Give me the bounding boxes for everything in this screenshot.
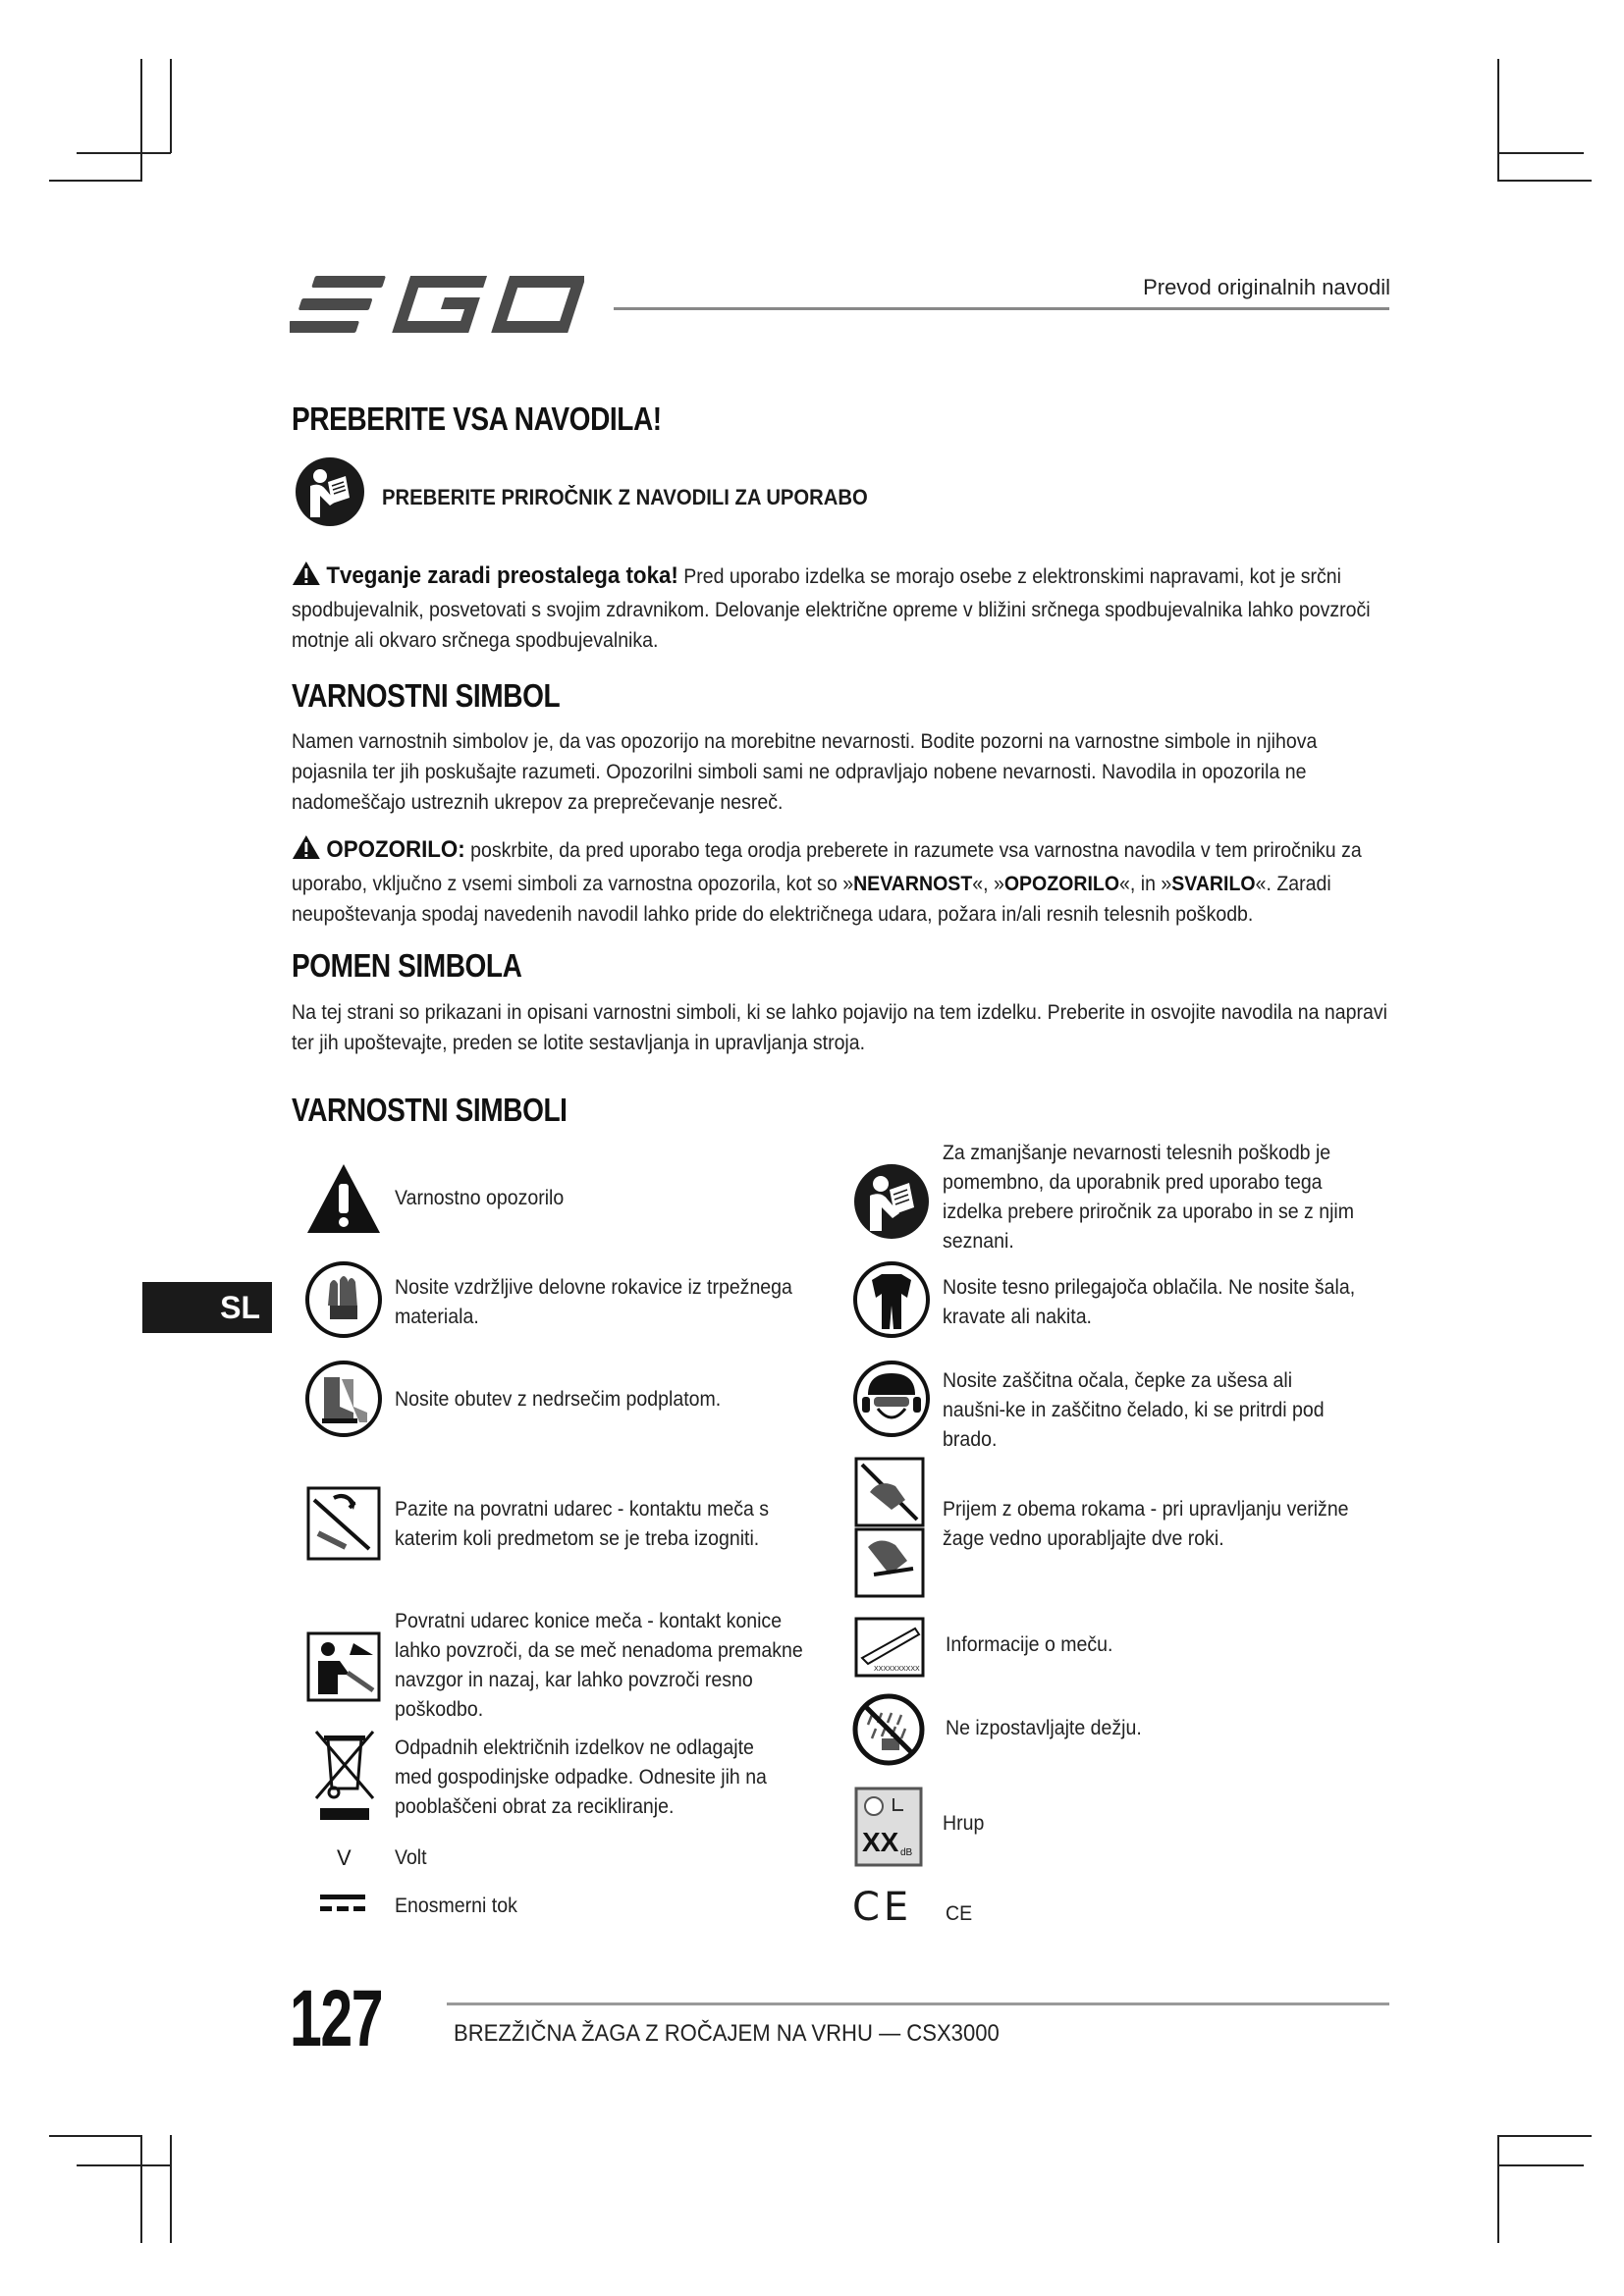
symbol-desc: Nosite zaščitna očala, čepke za ušesa ali naušni-ke in zaščitno čelado, ki se pritrdi pod brado. — [943, 1369, 1325, 1451]
keyword-warning: OPOZORILO — [1003, 873, 1120, 895]
crop-mark — [1497, 152, 1584, 154]
read-manual-label: PREBERITE PRIROČNIK Z NAVODILI ZA UPORABO — [382, 485, 868, 509]
symbol-desc: Volt — [395, 1846, 427, 1869]
crop-mark — [1497, 2164, 1584, 2166]
read-manual-icon — [295, 456, 365, 532]
separator: «, » — [972, 873, 1004, 895]
noise-icon — [854, 1787, 923, 1867]
warning-triangle-icon — [292, 561, 321, 595]
warning-triangle-icon — [292, 834, 321, 869]
boots-icon — [304, 1360, 383, 1438]
section-read-instructions — [292, 400, 1391, 438]
two-hands-icon — [854, 1457, 925, 1598]
crop-mark — [140, 59, 142, 182]
section-title: VARNOSTNI SIMBOLI — [292, 1092, 568, 1128]
symbol-desc: Nosite vzdržljive delovne rokavice iz trpežnega materiala. — [395, 1276, 792, 1328]
keyword-danger: NEVARNOST — [853, 873, 973, 895]
keyword-caution: SVARILO — [1171, 873, 1256, 895]
section-symbol-meaning-body — [292, 997, 1391, 1058]
kickback-contact-icon — [304, 1484, 383, 1563]
head-protection-icon — [852, 1360, 931, 1438]
section-title: POMEN SIMBOLA — [292, 947, 522, 984]
safety-symbol-text: Namen varnostnih simbolov je, da vas opozorijo na morebitne nevarnosti. Bodite pozorni na varnostne simbole in njihova pojasnila ter jih poskušajte razumeti. Opozorilni simboli sami ne odpravljajo nobene nevarnosti. Navodila in opozorila ne nadomeščajo ustreznih ukrepov za preprečevanje nesreč. — [292, 730, 1318, 814]
symbol-desc: Prijem z obema rokama - pri upravljanju verižne žage vedno uporabljajte dve roki. — [943, 1498, 1349, 1550]
header-subtitle: Prevod originalnih navodil — [1143, 275, 1390, 299]
symbol-desc: Pazite na povratni udarec - kontaktu meča s katerim koli predmetom se je treba izogniti. — [395, 1498, 770, 1550]
language-tab: SL — [142, 1282, 272, 1333]
volt-icon: V — [337, 1845, 352, 1870]
crop-mark — [1497, 180, 1592, 182]
crop-mark — [1497, 59, 1499, 182]
symbol-meaning-text: Na tej strani so prikazani in opisani varnostni simboli, ki se lahko pojavijo na tem izdelku. Preberite in osvojite navodila na napravi ter jih upoštevajte, preden se lotite sestavljanja in upravljanja stroja. — [292, 1001, 1387, 1054]
noise-unit: dB — [900, 1847, 913, 1858]
symbol-desc: Povratni udarec konice meča - kontakt konice lahko povzroči, da se meč nenadoma premakne navzgor in nazaj, kar lahko povzroči resno poškodbo. — [395, 1610, 803, 1721]
symbol-desc: Odpadnih električnih izdelkov ne odlagajte med gospodinjske odpadke. Odnesite jih na pooblaščeni obrat za recikliranje. — [395, 1736, 767, 1818]
noise-level-label: XX — [862, 1827, 899, 1857]
section-safety-symbol-body — [292, 726, 1391, 818]
gloves-icon — [304, 1260, 383, 1339]
risk-title: Tveganje zaradi preostalega toka! — [326, 562, 678, 589]
bar-info-label: XXXXXXXXXX — [874, 1666, 920, 1673]
section-symbol-meaning — [292, 947, 1391, 985]
symbol-desc: Informacije o meču. — [946, 1633, 1113, 1656]
header-rule — [614, 307, 1389, 310]
crop-mark — [49, 2135, 142, 2137]
symbol-desc: Ne izpostavljajte dežju. — [946, 1717, 1142, 1739]
residual-current-warning — [292, 561, 1391, 656]
crop-mark — [1497, 2135, 1592, 2137]
ego-logo — [290, 270, 584, 339]
kickback-tip-icon — [304, 1628, 383, 1706]
crop-mark — [49, 180, 142, 182]
no-rain-icon — [852, 1693, 925, 1766]
crop-mark — [1497, 2135, 1499, 2243]
page-number: 127 — [290, 1974, 383, 2063]
symbol-desc: Varnostno opozorilo — [395, 1187, 565, 1209]
footer-title: BREZŽIČNA ŽAGA Z ROČAJEM NA VRHU — CSX3000 — [454, 2020, 1000, 2047]
weee-bin-icon — [310, 1728, 389, 1806]
warning-triangle-icon — [304, 1160, 383, 1239]
crop-mark — [140, 2135, 142, 2243]
bar-info-icon — [854, 1617, 925, 1678]
symbol-desc: Za zmanjšanje nevarnosti telesnih poškodb je pomembno, da uporabnik pred uporabo tega izdelka prebere priročnik za uporabo in se z njim seznani. — [943, 1142, 1355, 1253]
read-manual-icon — [852, 1162, 931, 1241]
warning-text: poskrbite, da pred uporabo tega orodja preberete in razumete vsa varnostna navodila v tem priročniku za uporabo, vključno z vsemi simboli za varnostna opozorila, kot so » — [292, 839, 1362, 895]
risk-text: Pred uporabo izdelka se morajo osebe z elektronskimi napravami, kot je srčni spodbujevalnik, posvetovati s svojim zdravnikom. Delovanje električne opreme v bližini srčnega spodbujevalnika lahko povzroči motnje ali okvaro srčnega spodbujevalnika. — [292, 565, 1371, 652]
symbol-desc: Hrup — [943, 1812, 985, 1835]
dc-current-icon — [320, 1893, 365, 1919]
section-safety-symbol — [292, 677, 1391, 715]
crop-mark — [77, 2164, 171, 2166]
symbol-desc: Nosite obutev z nedrsečim podplatom. — [395, 1388, 722, 1411]
ce-mark-icon: CE — [852, 1885, 913, 1930]
warning-text: «. Zaradi neupoštevanja spodaj navedenih navodil lahko pride do električnega udara, požara in/ali resnih telesnih poškodb. — [292, 873, 1331, 926]
crop-mark — [170, 2135, 172, 2243]
tight-clothing-icon — [852, 1260, 931, 1339]
symbol-desc: CE — [946, 1902, 973, 1925]
footer-rule — [447, 2002, 1389, 2005]
separator: «, in » — [1119, 873, 1172, 895]
symbol-desc: Nosite tesno prilegajoča oblačila. Ne nosite šala, kravate ali nakita. — [943, 1276, 1356, 1328]
section-title: VARNOSTNI SIMBOL — [292, 677, 561, 714]
section-title: PREBERITE VSA NAVODILA! — [292, 400, 662, 437]
crop-mark — [77, 152, 171, 154]
section-safety-symbols — [292, 1092, 1391, 1129]
general-warning — [292, 834, 1391, 930]
warning-label: OPOZORILO: — [326, 836, 465, 863]
crop-mark — [170, 59, 172, 153]
symbol-desc: Enosmerni tok — [395, 1895, 517, 1917]
